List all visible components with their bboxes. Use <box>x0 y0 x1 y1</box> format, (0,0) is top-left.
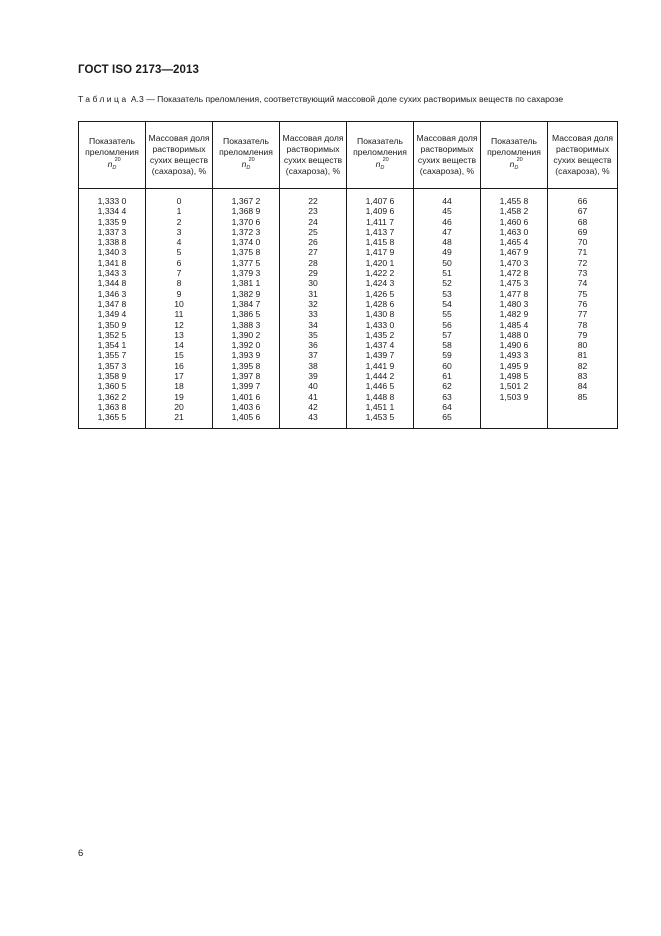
table-cell: 57 <box>442 329 452 340</box>
table-cell: 71 <box>577 247 588 258</box>
table-cell: 38 <box>308 360 318 371</box>
table-cell: 1,340 3 <box>97 247 127 258</box>
header-refraction-3: Показатель преломления $n_D$ 20 <box>347 122 414 189</box>
table-cell: 10 <box>174 298 184 309</box>
table-cell: 1,360 5 <box>97 381 127 392</box>
table-cell: 77 <box>577 309 588 320</box>
table-cell: 1,381 1 <box>231 278 261 289</box>
table-cell: 1,401 6 <box>231 391 261 402</box>
table-cell: 79 <box>577 329 588 340</box>
table-cell: 12 <box>174 319 184 330</box>
table-cell: 29 <box>308 268 318 279</box>
table-cell: 1,495 9 <box>499 360 529 371</box>
table-cell: 65 <box>442 412 452 423</box>
table-cell: 1,439 7 <box>365 350 395 361</box>
table-cell: 1,441 9 <box>365 360 395 371</box>
table-cell: 1,363 8 <box>97 401 127 412</box>
table-cell: 1,362 2 <box>97 391 127 402</box>
table-cell: 1,347 8 <box>97 298 127 309</box>
table-cell: 1,485 4 <box>499 319 529 330</box>
mass-column <box>280 189 347 429</box>
table-cell: 1,426 5 <box>365 288 395 299</box>
table-cell: 52 <box>442 278 452 289</box>
table-cell: 1,448 8 <box>365 391 395 402</box>
table-cell: 63 <box>442 391 452 402</box>
table-cell: 1,392 0 <box>231 340 261 351</box>
table-cell: 14 <box>174 340 184 351</box>
table-cell: 1,403 6 <box>231 401 261 412</box>
table-cell: 1,467 9 <box>499 247 529 258</box>
table-cell: 1,390 2 <box>231 329 261 340</box>
table-cell: 1,382 9 <box>231 288 261 299</box>
table-cell: 1,458 2 <box>499 206 529 217</box>
table-cell: 13 <box>174 329 184 340</box>
table-cell: 1,374 0 <box>231 237 261 248</box>
table-cell: 1,386 5 <box>231 309 261 320</box>
table-cell: 61 <box>442 371 452 382</box>
table-cell: 27 <box>308 247 318 258</box>
table-cell: 1,393 9 <box>231 350 261 361</box>
table-cell: 28 <box>308 257 318 268</box>
table-cell: 62 <box>442 381 452 392</box>
table-cell: 50 <box>442 257 452 268</box>
table-cell: 70 <box>577 237 588 248</box>
header-refraction-2: Показатель преломления $n_D$ 20 <box>213 122 280 189</box>
table-cell: 42 <box>308 401 318 412</box>
table-cell: 1,433 0 <box>365 319 395 330</box>
table-cell: 1,333 0 <box>97 196 127 206</box>
table-cell: 82 <box>577 360 588 371</box>
refraction-column <box>347 189 414 429</box>
table-cell: 18 <box>174 381 184 392</box>
table-cell: 2 <box>176 216 182 227</box>
table-cell: 1,472 8 <box>499 268 529 279</box>
table-cell: 8 <box>176 278 182 289</box>
table-cell: 55 <box>442 309 452 320</box>
table-cell: 1,477 8 <box>499 288 529 299</box>
table-cell: 1,334 4 <box>97 206 127 217</box>
table-cell: 76 <box>577 298 588 309</box>
table-caption-text: А.3 — Показатель преломления, соответствующий массовой доле сухих растворимых веществ по сахарозе <box>130 94 564 104</box>
table-cell: 67 <box>577 206 588 217</box>
table-cell: 1,399 7 <box>231 381 261 392</box>
table-cell: 1,488 0 <box>499 329 529 340</box>
table-cell: 37 <box>308 350 318 361</box>
table-cell: 1,365 5 <box>97 412 127 423</box>
table-cell: 1,350 9 <box>97 319 127 330</box>
table-cell: 1,397 8 <box>231 371 261 382</box>
table-cell: 1,344 8 <box>97 278 127 289</box>
table-cell: 59 <box>442 350 452 361</box>
table-cell: 20 <box>174 401 184 412</box>
table-cell: 1,455 8 <box>499 196 529 206</box>
table-cell: 78 <box>577 319 588 330</box>
table-cell: 1,493 3 <box>499 350 529 361</box>
table-cell: 64 <box>442 401 452 412</box>
table-cell: 25 <box>308 226 318 237</box>
table-cell: 1,451 1 <box>365 401 395 412</box>
table-cell: 49 <box>442 247 452 258</box>
table-cell: 72 <box>577 257 588 268</box>
header-mass-3: Массовая доля растворимых сухих веществ (сахароза), % <box>414 122 481 189</box>
table-cell: 30 <box>308 278 318 289</box>
table-cell: 1,409 6 <box>365 206 395 217</box>
table-cell: 41 <box>308 391 318 402</box>
table-cell: 1,490 6 <box>499 340 529 351</box>
table-cell: 85 <box>577 391 588 402</box>
table-cell: 48 <box>442 237 452 248</box>
table-cell: 9 <box>176 288 182 299</box>
table-cell: 34 <box>308 319 318 330</box>
table-cell: 68 <box>577 216 588 227</box>
table-cell: 81 <box>577 350 588 361</box>
table-cell: 43 <box>308 412 318 423</box>
table-cell: 66 <box>577 196 588 206</box>
table-cell: 47 <box>442 226 452 237</box>
table-cell: 1,446 5 <box>365 381 395 392</box>
table-cell: 1,463 0 <box>499 226 529 237</box>
table-cell: 1,372 3 <box>231 226 261 237</box>
table-cell: 58 <box>442 340 452 351</box>
table-cell: 1,377 5 <box>231 257 261 268</box>
table-header-row <box>79 122 618 189</box>
table-cell: 1,395 8 <box>231 360 261 371</box>
table-cell: 1,417 9 <box>365 247 395 258</box>
table-cell: 1,465 4 <box>499 237 529 248</box>
refraction-column <box>79 189 146 429</box>
table-cell: 44 <box>442 196 452 206</box>
table-cell: 22 <box>308 196 318 206</box>
table-cell: 15 <box>174 350 184 361</box>
table-cell: 56 <box>442 319 452 330</box>
table-cell: 1,501 2 <box>499 381 529 392</box>
table-cell: 1,358 9 <box>97 371 127 382</box>
table-cell: 1,422 2 <box>365 268 395 279</box>
table-cell: 1,343 3 <box>97 268 127 279</box>
table-cell: 1,460 6 <box>499 216 529 227</box>
table-cell: 1,420 1 <box>365 257 395 268</box>
table-cell: 1,384 7 <box>231 298 261 309</box>
table-body-row <box>79 189 618 429</box>
table-cell: 53 <box>442 288 452 299</box>
table-cell: 45 <box>442 206 452 217</box>
table-cell: 33 <box>308 309 318 320</box>
refraction-column <box>213 189 280 429</box>
refraction-column <box>481 189 548 429</box>
table-cell: 74 <box>577 278 588 289</box>
table-cell: 23 <box>308 206 318 217</box>
table-cell: 46 <box>442 216 452 227</box>
header-mass-4: Массовая доля растворимых сухих веществ (сахароза), % <box>548 122 618 189</box>
table-cell: 1,428 6 <box>365 298 395 309</box>
table-cell: 0 <box>176 196 182 206</box>
table-cell: 1,337 3 <box>97 226 127 237</box>
mass-column <box>548 189 618 429</box>
table-cell: 1,475 3 <box>499 278 529 289</box>
table-cell: 1,453 5 <box>365 412 395 423</box>
table-cell: 1 <box>176 206 182 217</box>
table-cell: 24 <box>308 216 318 227</box>
table-cell: 5 <box>176 247 182 258</box>
table-cell: 1,349 4 <box>97 309 127 320</box>
mass-column <box>414 189 481 429</box>
table-cell: 80 <box>577 340 588 351</box>
table-cell: 84 <box>577 381 588 392</box>
table-cell: 1,338 8 <box>97 237 127 248</box>
table-cell: 1,430 8 <box>365 309 395 320</box>
refraction-table <box>78 121 618 429</box>
table-cell: 75 <box>577 288 588 299</box>
table-cell: 51 <box>442 268 452 279</box>
table-cell: 1,435 2 <box>365 329 395 340</box>
table-cell: 11 <box>174 309 184 320</box>
table-cell: 1,413 7 <box>365 226 395 237</box>
table-cell: 73 <box>577 268 588 279</box>
table-cell: 1,411 7 <box>365 216 395 227</box>
table-cell: 19 <box>174 391 184 402</box>
table-cell: 54 <box>442 298 452 309</box>
table-cell: 1,470 3 <box>499 257 529 268</box>
table-cell: 1,405 6 <box>231 412 261 423</box>
table-cell: 36 <box>308 340 318 351</box>
table-cell: 60 <box>442 360 452 371</box>
table-cell: 6 <box>176 257 182 268</box>
table-cell: 1,437 4 <box>365 340 395 351</box>
table-cell: 1,407 6 <box>365 196 395 206</box>
table-cell: 1,352 5 <box>97 329 127 340</box>
table-cell: 1,503 9 <box>499 391 529 402</box>
table-cell: 7 <box>176 268 182 279</box>
table-cell: 83 <box>577 371 588 382</box>
table-cell: 1,335 9 <box>97 216 127 227</box>
table-caption <box>78 93 616 106</box>
table-cell: 1,482 9 <box>499 309 529 320</box>
table-cell: 16 <box>174 360 184 371</box>
header-refraction-1: Показатель преломления $n_D$ 20 <box>79 122 146 189</box>
table-cell: 1,498 5 <box>499 371 529 382</box>
table-cell: 1,341 8 <box>97 257 127 268</box>
table-cell: 4 <box>176 237 182 248</box>
table-cell: 21 <box>174 412 184 423</box>
table-cell: 1,346 3 <box>97 288 127 299</box>
table-cell: 69 <box>577 226 588 237</box>
table-cell: 1,357 3 <box>97 360 127 371</box>
header-refraction-4: Показатель преломления $n_D$ 20 <box>481 122 548 189</box>
header-mass-2: Массовая доля растворимых сухих веществ (сахароза), % <box>280 122 347 189</box>
table-cell: 31 <box>308 288 318 299</box>
table-cell: 40 <box>308 381 318 392</box>
table-cell: 1,370 6 <box>231 216 261 227</box>
table-cell: 1,379 3 <box>231 268 261 279</box>
table-cell: 1,354 1 <box>97 340 127 351</box>
mass-column <box>146 189 213 429</box>
table-cell: 39 <box>308 371 318 382</box>
table-cell: 1,367 2 <box>231 196 261 206</box>
table-cell: 3 <box>176 226 182 237</box>
table-cell: 35 <box>308 329 318 340</box>
table-cell: 1,424 3 <box>365 278 395 289</box>
header-mass-1: Массовая доля растворимых сухих веществ (сахароза), % <box>146 122 213 189</box>
document-header: ГОСТ ISO 2173—2013 <box>78 64 200 76</box>
table-cell: 1,480 3 <box>499 298 529 309</box>
table-cell: 1,368 9 <box>231 206 261 217</box>
table-cell: 32 <box>308 298 318 309</box>
table-cell: 26 <box>308 237 318 248</box>
table-cell: 1,375 8 <box>231 247 261 258</box>
table-cell: 1,444 2 <box>365 371 395 382</box>
table-cell: 1,388 3 <box>231 319 261 330</box>
table-cell: 17 <box>174 371 184 382</box>
table-cell: 1,415 8 <box>365 237 395 248</box>
table-caption-label: Таблица <box>78 94 129 104</box>
page-number: 6 <box>78 848 84 859</box>
table-cell: 1,355 7 <box>97 350 127 361</box>
